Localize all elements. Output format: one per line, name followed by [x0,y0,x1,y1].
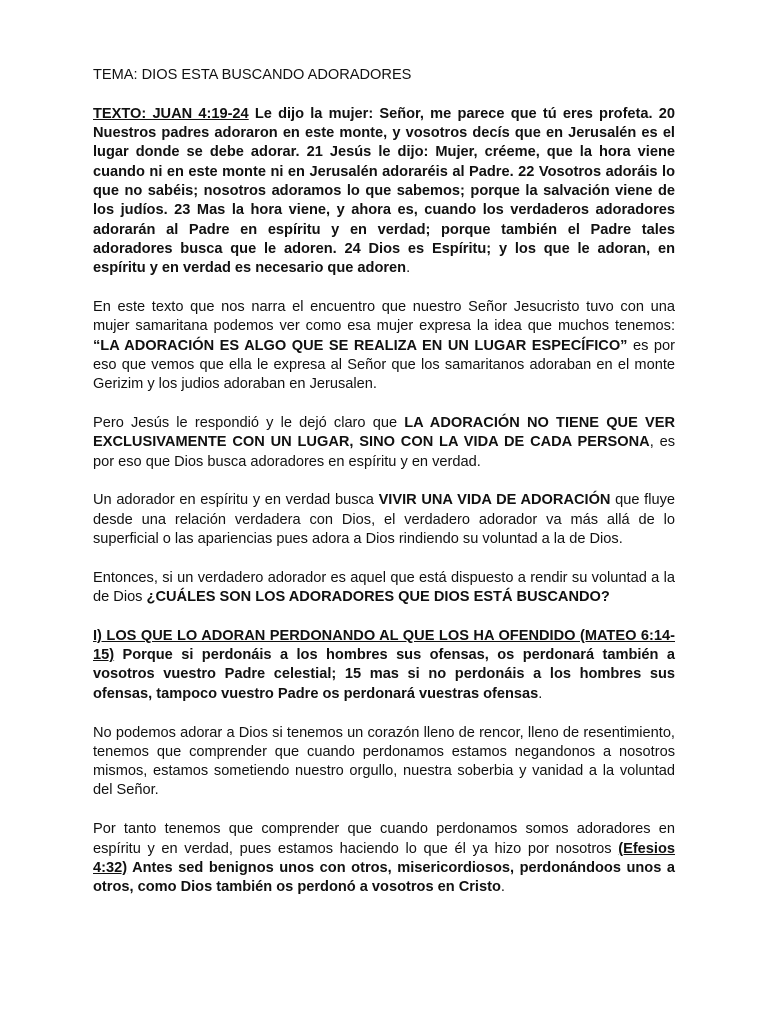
paragraph-question-text: Entonces, si un verdadero adorador es aquel que está dispuesto a rendir su voluntad a la de Dios [93,569,675,606]
paragraph-rencor-text: No podemos adorar a Dios si tenemos un corazón lleno de rencor, lleno de resentimiento, tenemos que comprender que cuando perdonamos estamos negandonos a nosotros mismos, estamos sometiendo nuestro orgullo, nuestra soberbia y vanidad a la voluntad del Señor. [93,724,675,799]
section-heading-forgiveness: I) LOS QUE LO ADORAN PERDONANDO AL QUE LOS HA OFENDIDO (MATEO 6:14-15) [93,627,675,664]
scripture-end-mateo: . [538,685,543,702]
paragraph-worshipper [93,491,675,549]
paragraph-encounter-emphasis: “LA ADORACIÓN ES ALGO QUE SE REALIZA EN UN LUGAR ESPECÍFICO” [93,337,628,354]
section-forgiveness [93,627,675,704]
paragraph-jesus-text-2: , es por eso que Dios busca adoradores en espíritu y en verdad. [93,434,675,470]
paragraph-worshipper-text-1: Un adorador en espíritu y en verdad busca [93,492,379,509]
paragraph-question-emphasis: ¿CUÁLES SON LOS ADORADORES QUE DIOS ESTÁ BUSCANDO? [146,589,610,606]
paragraph-jesus-text-1: Pero Jesús le respondió y le dejó claro que [93,414,405,431]
scripture-reference-juan: TEXTO: JUAN 4:19-24 [93,105,249,122]
paragraph-jesus-emphasis: LA ADORACIÓN NO TIENE QUE VER EXCLUSIVAMENTE CON UN LUGAR, SINO CON LA VIDA DE CADA PERSONA [93,414,676,451]
document-title [93,66,675,85]
paragraph-encounter-text-2: es por eso que vemos que ella le expresa al Señor que los samaritanos adoraban en el monte Gerizim y los judios adoraban en Jerusalen. [93,337,675,393]
scripture-reference-efesios: (Efesios 4:32) [93,840,675,876]
paragraph-encounter-text-1: En este texto que nos narra el encuentro que nuestro Señor Jesucristo tuvo con una mujer samaritana podemos ver como esa mujer expresa la idea que muchos tenemos: [93,298,675,335]
scripture-end-efesios: . [500,879,505,896]
paragraph-efesios-text: Por tanto tenemos que comprender que cuando perdonamos somos adoradores en espíritu y en verdad, pues estamos haciendo lo que él ya hizo por nosotros [93,821,675,857]
paragraph-worshipper-emphasis: VIVIR UNA VIDA DE ADORACIÓN [378,492,611,509]
scripture-text-mateo: Porque si perdonáis a los hombres sus ofensas, os perdonará también a vosotros vuestro Padre celestial; 15 mas si no perdonáis a los hombres sus ofensas, tampoco vuestro Padre os perdonará vuestras ofensas [93,647,675,702]
title-text: TEMA: DIOS ESTA BUSCANDO ADORADORES [93,67,412,83]
paragraph-question [93,569,675,608]
paragraph-efesios [93,820,675,897]
paragraph-worshipper-text-2: que fluye desde una relación verdadera con Dios, el verdadero adorador va más allá de lo superficial o las apariencias pues adora a Dios rindiendo su voluntad a la de Dios. [93,492,675,547]
scripture-text-efesios: Antes sed benignos unos con otros, misericordiosos, perdonándoos unos a otros, como Dios también os perdonó a vosotros en Cristo [93,859,675,896]
scripture-end-juan: . [406,260,411,277]
paragraph-rencor [93,724,675,801]
scripture-paragraph-juan [93,105,675,279]
scripture-text-juan: Le dijo la mujer: Señor, me parece que tú eres profeta. 20 Nuestros padres adoraron en este monte, y vosotros decís que en Jerusalén es el lugar donde se debe adorar. 21 Jesús le dijo: Mujer, créeme, que la hora viene cuando ni en este monte ni en Jerusalén adoraréis al Padre. 22 Vosotros adoráis lo que no sabéis; nosotros adoramos lo que sabemos; porque la salvación viene de los judíos. 23 Mas la hora viene, y ahora es, cuando los verdaderos adoradores adorarán al Padre en espíritu y en verdad; porque también el Padre tales adoradores busca que le adoren. 24 Dios es Espíritu; y los que le adoran, en espíritu y en verdad es necesario que adoren [93,105,675,277]
paragraph-jesus-answer [93,414,675,472]
paragraph-encounter [93,298,675,394]
